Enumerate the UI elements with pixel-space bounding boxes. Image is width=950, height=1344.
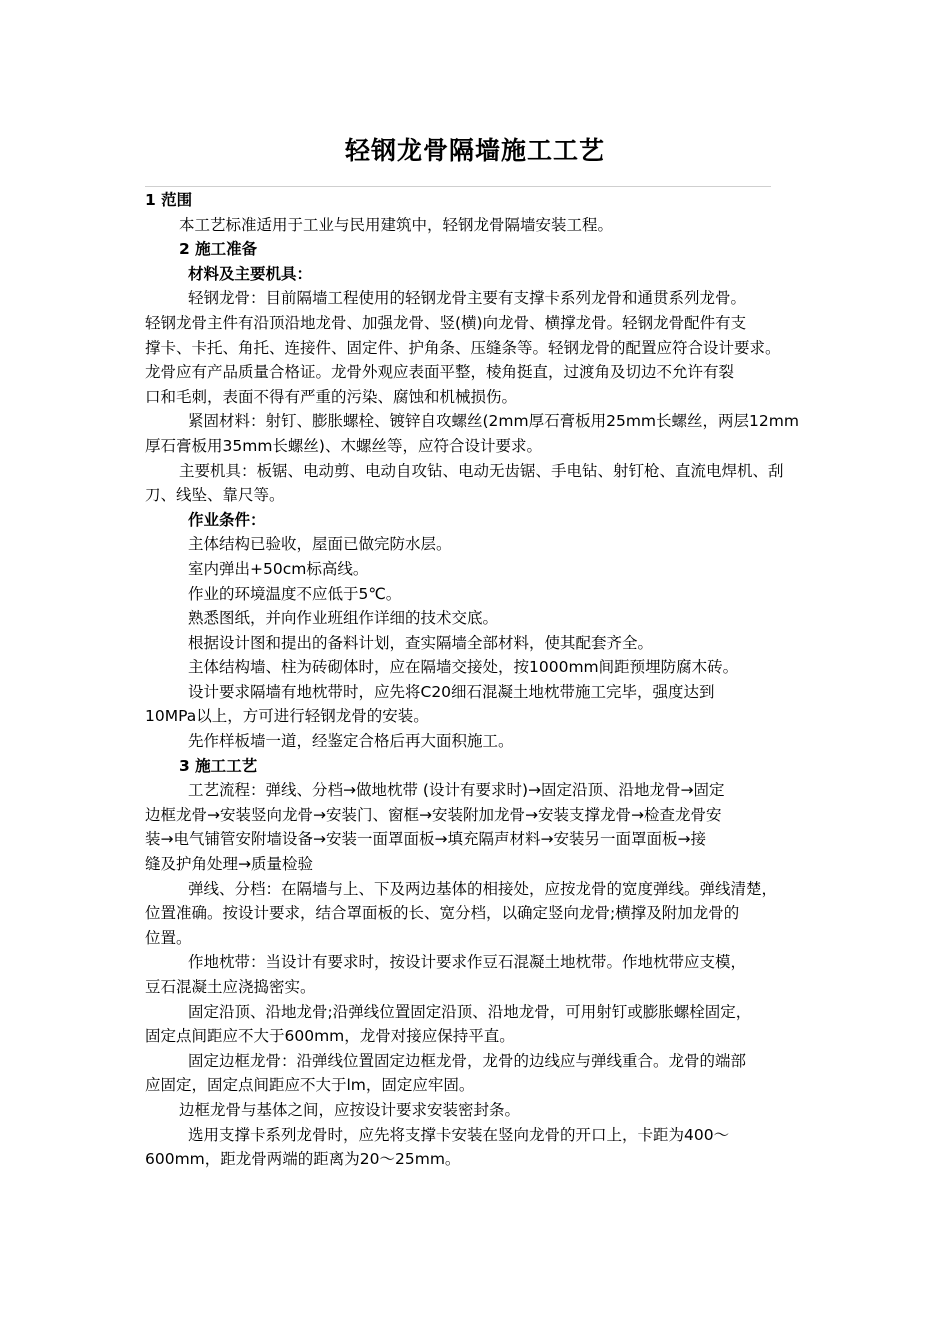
fix-top-line: 固定沿顶、沿地龙骨;沿弹线位置固定沿顶、沿地龙骨，可用射钉或膨胀螺栓固定，: [188, 1002, 752, 1021]
sleeper-line: 豆石混凝土应浇捣密实。: [145, 978, 316, 996]
section-2-heading: 2 施工准备: [179, 240, 258, 259]
tools-paragraph-line: 主要机具：板锯、电动剪、电动自攻钻、电动无齿锯、手电钻、射钉枪、直流电焊机、刮: [179, 461, 784, 480]
flow-line: 工艺流程：弹线、分档→做地枕带 (设计有要求时)→固定沿顶、沿地龙骨→固定: [188, 781, 725, 800]
fastener-paragraph-line: 厚石膏板用35mm长螺丝)、木螺丝等，应符合设计要求。: [145, 436, 542, 455]
title-divider: [145, 186, 771, 187]
keel-paragraph-line: 口和毛刺，表面不得有严重的污染、腐蚀和机械损伤。: [145, 387, 518, 406]
keel-paragraph-line: 轻钢龙骨：目前隔墙工程使用的轻钢龙骨主要有支撑卡系列龙骨和通贯系列龙骨。: [188, 289, 747, 308]
tools-paragraph-line: 刀、线坠、靠尺等。: [145, 486, 285, 505]
sleeper-line: 作地枕带：当设计有要求时，按设计要求作豆石混凝土地枕带。作地枕带应支模，: [188, 953, 747, 972]
section-1-text: 本工艺标准适用于工业与民用建筑中，轻钢龙骨隔墙安装工程。: [179, 215, 614, 234]
materials-heading: 材料及主要机具：: [188, 264, 313, 283]
flow-line: 边框龙骨→安装竖向龙骨→安装门、窗框→安装附加龙骨→安装支撑龙骨→检查龙骨安: [145, 805, 722, 824]
conditions-heading: 作业条件：: [188, 510, 266, 529]
document-title: 轻钢龙骨隔墙施工工艺: [344, 136, 605, 165]
section-1-heading: 1 范围: [145, 191, 193, 209]
keel-paragraph-line: 撑卡、卡托、角托、连接件、固定件、护角条、压缝条等。轻钢龙骨的配置应符合设计要求。: [145, 338, 781, 357]
flow-line: 装→电气铺管安附墙设备→安装一面罩面板→填充隔声材料→安装另一面罩面板→接: [145, 830, 706, 849]
snapline-line: 弹线、分档：在隔墙与上、下及两边基体的相接处，应按龙骨的宽度弹线。弹线清楚，: [188, 879, 778, 898]
support-line: 选用支撑卡系列龙骨时，应先将支撑卡安装在竖向龙骨的开口上，卡距为400～: [188, 1125, 730, 1144]
support-line: 600mm，距龙骨两端的距离为20～25mm。: [145, 1150, 461, 1169]
keel-paragraph-line: 龙骨应有产品质量合格证。龙骨外观应表面平整，棱角挺直，过渡角及切边不允许有裂: [145, 363, 735, 382]
condition-item: 作业的环境温度不应低于5℃。: [188, 584, 402, 603]
condition-item: 主体结构已验收，屋面已做完防水层。: [188, 535, 452, 554]
condition-c20-line: 10MPa以上，方可进行轻钢龙骨的安装。: [145, 707, 429, 726]
fix-top-line: 固定点间距应不大于600mm，龙骨对接应保持平直。: [145, 1027, 515, 1046]
condition-c20-line: 设计要求隔墙有地枕带时，应先将C20细石混凝土地枕带施工完毕，强度达到: [188, 682, 715, 701]
fix-frame-line: 应固定，固定点间距应不大于lm，固定应牢固。: [145, 1076, 475, 1095]
condition-item: 主体结构墙、柱为砖砌体时，应在隔墙交接处，按1000mm间距预埋防腐木砖。: [188, 658, 739, 677]
section-3-heading: 3 施工工艺: [179, 756, 258, 775]
fastener-paragraph-line: 紧固材料：射钉、膨胀螺栓、镀锌自攻螺丝(2mm厚石膏板用25mm长螺丝，两层12mm: [188, 412, 799, 431]
document-body: [145, 188, 813, 1172]
seal-line: 边框龙骨与基体之间，应按设计要求安装密封条。: [179, 1100, 521, 1119]
condition-item: 熟悉图纸，并向作业班组作详细的技术交底。: [188, 609, 499, 628]
flow-line: 缝及护角处理→质量检验: [145, 855, 313, 874]
snapline-line: 位置准确。按设计要求，结合罩面板的长、宽分档，以确定竖向龙骨;横撑及附加龙骨的: [145, 904, 740, 923]
fix-frame-line: 固定边框龙骨：沿弹线位置固定边框龙骨，龙骨的边线应与弹线重合。龙骨的端部: [188, 1051, 747, 1070]
condition-sample: 先作样板墙一道，经鉴定合格后再大面积施工。: [188, 732, 514, 751]
condition-item: 根据设计图和提出的备料计划，查实隔墙全部材料，使其配套齐全。: [188, 633, 654, 652]
keel-paragraph-line: 轻钢龙骨主件有沿顶沿地龙骨、加强龙骨、竖(横)向龙骨、横撑龙骨。轻钢龙骨配件有支: [145, 313, 747, 332]
condition-item: 室内弹出+50cm标高线。: [188, 559, 369, 578]
snapline-line: 位置。: [145, 928, 192, 947]
